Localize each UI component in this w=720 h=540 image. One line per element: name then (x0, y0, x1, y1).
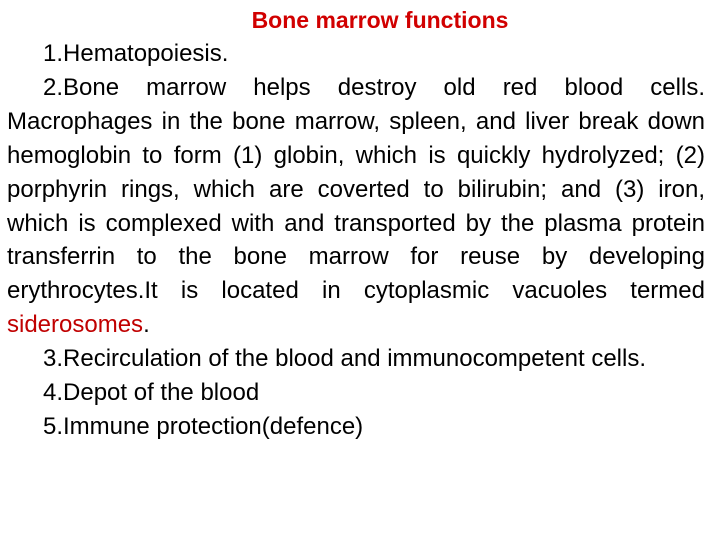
item-text: Recirculation of the blood and immunocompetent cells. (63, 345, 646, 373)
item-number: 4. (43, 379, 64, 407)
highlighted-term: siderosomes (7, 311, 144, 339)
item-text: Bone marrow helps destroy old red blood cells. Macrophages in the bone marrow, spleen, and liver break down hemoglobin to form (1) globin, which is quickly hydrolyzed; (2) porphyrin rings, which are coverted to bilirubin; and (3) iron, which is complexed with and transported by the plasma protein transferrin to the bone marrow for reuse by developing erythrocytes.It is located in cytoplasmic vacuoles termed (7, 73, 705, 305)
list-item (7, 37, 705, 71)
item-text: Depot of the blood (63, 379, 260, 407)
item-number: 2. (43, 73, 64, 101)
list-item (7, 410, 705, 444)
item-number: 3. (43, 345, 64, 373)
item-text: Immune protection(defence) (63, 412, 364, 440)
functions-list (7, 37, 705, 444)
list-item (7, 376, 705, 410)
list-item (7, 342, 705, 376)
item-text: Hematopoiesis. (63, 40, 229, 67)
item-number: 1. (43, 40, 64, 67)
slide-title: Bone marrow functions (251, 7, 509, 33)
list-item (7, 71, 705, 342)
item-number: 5. (43, 412, 64, 440)
item-text-end: . (143, 311, 150, 339)
